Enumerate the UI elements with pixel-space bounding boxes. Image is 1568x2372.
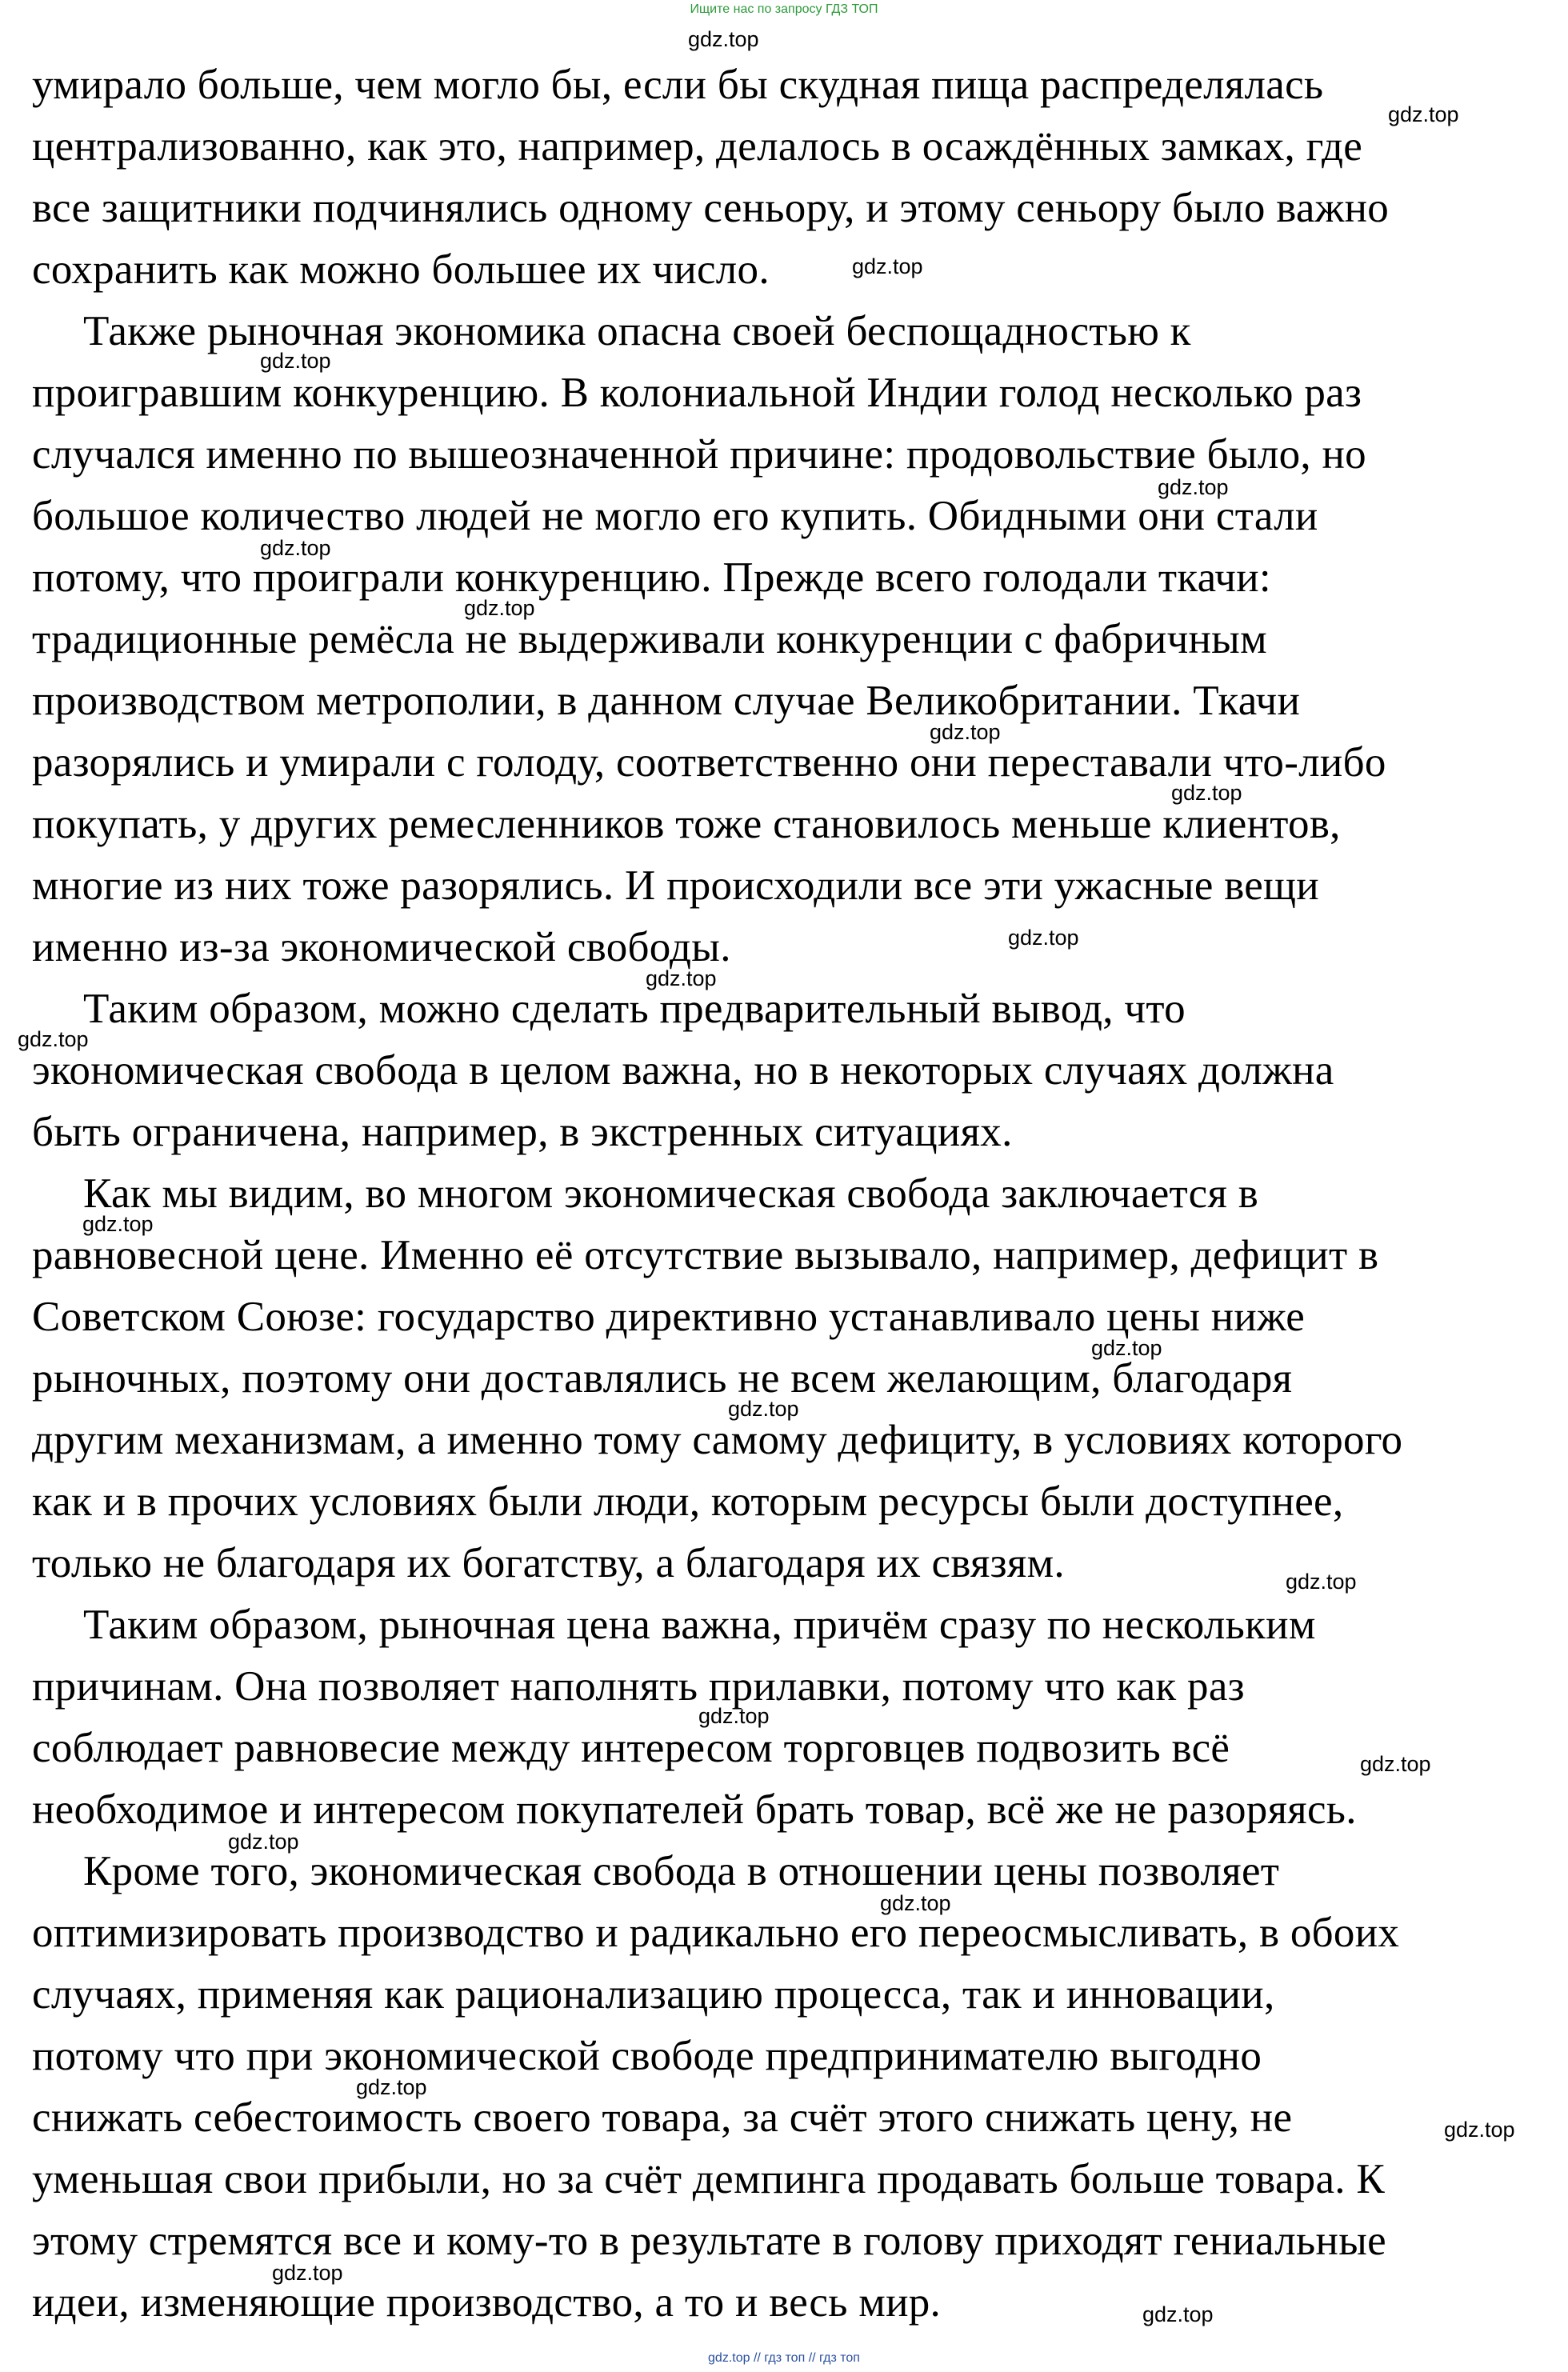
- watermark: gdz.top: [228, 1830, 299, 1854]
- watermark: gdz.top: [646, 966, 717, 990]
- footer-links: gdz.top // гдз топ // гдз топ: [708, 2351, 860, 2365]
- paragraph-4: Как мы видим, во многом экономическая свобода заключается в равновесной цене. Именно её отсутствие вызывало, например, дефицит в Советском Союзе: государство директивно устанавливало цены ниже рыночных, поэтому они доставлялись не всем желающим, благодаря другим механизмам, а именно тому самому дефициту, в условиях которого как и в прочих условиях были люди, которым ресурсы были доступнее, только не благодаря их богатству, а благодаря их связям.: [32, 1170, 1403, 1586]
- watermark: gdz.top: [1171, 781, 1242, 805]
- watermark: gdz.top: [260, 349, 331, 373]
- paragraph-2: Также рыночная экономика опасна своей беспощадностью к проигравшим конкуренцию. В колониальной Индии голод несколько раз случался именно по вышеозначенной причине: продовольствие было, но большое количество людей не могло его купить. Обидными они стали потому, что проиграли конкуренцию. Прежде всего голодали ткачи: традиционные ремёсла не выдерживали конкуренции с фабричным производством метрополии, в данном случае Великобритании. Ткачи разорялись и умирали с голоду, соответственно они переставали что-либо покупать, у других ремесленников тоже становилось меньше клиентов, многие из них тоже разорялись. И происходили все эти ужасные вещи именно из-за экономической свободы.: [32, 308, 1386, 970]
- watermark: gdz.top: [1444, 2118, 1515, 2142]
- watermark: gdz.top: [880, 1891, 951, 1915]
- watermark: gdz.top: [1091, 1336, 1162, 1360]
- watermark: gdz.top: [260, 536, 331, 560]
- watermark: gdz.top: [464, 596, 535, 620]
- paragraph-6: Кроме того, экономическая свобода в отношении цены позволяет оптимизировать производство и радикально его переосмысливать, в обоих случаях, применяя как рационализацию процесса, так и инновации, потому что при экономической свободе предпринимателю выгодно снижать себестоимость своего товара, за счёт этого снижать цену, не уменьшая свои прибыли, но за счёт демпинга продавать больше товара. К этому стремятся все и кому-то в результате в голову приходят гениальные идеи, изменяющие производство, а то и весь мир.: [32, 1848, 1400, 2326]
- paragraph-5: Таким образом, рыночная цена важна, причём сразу по нескольким причинам. Она позволяет наполнять прилавки, потому что как раз соблюдает равновесие между интересом торговцев подвозить всё необходимое и интересом покупателей брать товар, всё же не разоряясь.: [32, 1602, 1357, 1833]
- watermark: gdz.top: [82, 1212, 154, 1236]
- top-banner: Ищите нас по запросу ГДЗ ТОП: [690, 2, 878, 16]
- watermark: gdz.top: [728, 1397, 799, 1421]
- watermark: gdz.top: [852, 254, 923, 278]
- watermark: gdz.top: [272, 2261, 343, 2285]
- paragraph-1: умирало больше, чем могло бы, если бы скудная пища распределялась централизованно, как это, например, делалось в осаждённых замках, где все защитники подчинялись одному сеньору, и этому сеньору было важно сохранить как можно большее их число.: [32, 62, 1390, 293]
- watermark: gdz.top: [1008, 926, 1079, 950]
- watermark: gdz.top: [1142, 2302, 1214, 2326]
- watermark: gdz.top: [1388, 102, 1459, 126]
- watermark: gdz.top: [698, 1704, 770, 1728]
- essay-text: [32, 54, 1544, 2334]
- watermark: gdz.top: [1360, 1752, 1431, 1776]
- watermark: gdz.top: [1286, 1570, 1357, 1594]
- paragraph-3: Таким образом, можно сделать предварительный вывод, что экономическая свобода в целом важна, но в некоторых случаях должна быть ограничена, например, в экстренных ситуациях.: [32, 986, 1334, 1155]
- watermark: gdz.top: [18, 1027, 89, 1051]
- watermark: gdz.top: [356, 2075, 427, 2099]
- watermark: gdz.top: [930, 720, 1001, 744]
- watermark: gdz.top: [688, 27, 759, 51]
- watermark: gdz.top: [1158, 475, 1229, 499]
